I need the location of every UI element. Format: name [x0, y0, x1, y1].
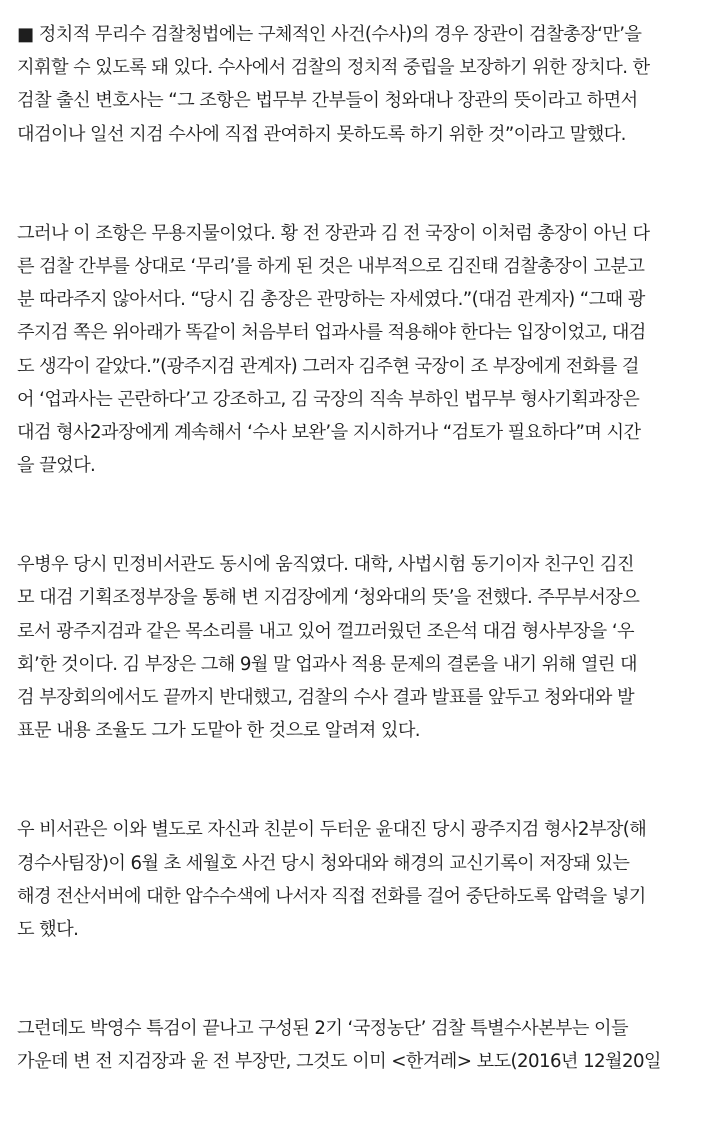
text-line: ■ 정치적 무리수 검찰청법에는 구체적인 사건(수사)의 경우 장관이 검찰총장‘만’을 [17, 24, 642, 45]
text-line: 른 검찰 간부를 상대로 ‘무리’를 하게 된 것은 내부적으로 김진태 검찰총장이 고분고 [17, 255, 645, 277]
text-line: 모 대검 기획조정부장을 통해 변 지검장에게 ‘청와대의 뜻’을 전했다. 주무부서장으 [17, 587, 640, 609]
text-line: 도 했다. [17, 918, 79, 940]
paragraph-4 [17, 813, 703, 946]
paragraph-5 [17, 1012, 703, 1078]
text-line: 대검이나 일선 지검 수사에 직접 관여하지 못하도록 하기 위한 것”이라고 말했다. [17, 123, 626, 145]
text-line: 경수사팀장)이 6월 초 세월호 사건 당시 청와대와 해경의 교신기록이 저장돼 있는 [17, 852, 630, 874]
text-line: 그런데도 박영수 특검이 끝나고 구성된 2기 ‘국정농단’ 검찰 특별수사본부는 이들 [17, 1018, 628, 1040]
paragraph-3 [17, 548, 703, 747]
text-line: 지휘할 수 있도록 돼 있다. 수사에서 검찰의 정치적 중립을 보장하기 위한 장치다. 한 [17, 57, 650, 79]
text-line: 표문 내용 조율도 그가 도맡아 한 것으로 알려져 있다. [17, 720, 420, 742]
text-line: 가운데 변 전 지검장과 윤 전 부장만, 그것도 이미 <한겨레> 보도(2016년 12월20일 [17, 1051, 661, 1073]
text-line: 해경 전산서버에 대한 압수수색에 나서자 직접 전화를 걸어 중단하도록 압력을 넣기 [17, 885, 646, 907]
text-line: 검찰 출신 변호사는 “그 조항은 법무부 간부들이 청와대나 장관의 뜻이라고 하면서 [17, 90, 638, 112]
text-line: 대검 형사2과장에게 계속해서 ‘수사 보완’을 지시하거나 “검토가 필요하다”며 시간 [17, 421, 641, 443]
text-line: 분 따라주지 않아서다. “당시 김 총장은 관망하는 자세였다.”(대검 관계자) “그때 광 [17, 289, 645, 311]
text-line: 우병우 당시 민정비서관도 동시에 움직였다. 대학, 사법시험 동기이자 친구인 김진 [17, 554, 634, 576]
text-line: 주지검 쪽은 위아래가 똑같이 처음부터 업과사를 적용해야 한다는 입장이었고, 대검 [17, 322, 646, 344]
text-line: 로서 광주지검과 같은 목소리를 내고 있어 껄끄러웠던 조은석 대검 형사부장을 ‘우 [17, 620, 634, 642]
text-line: 그러나 이 조항은 무용지물이었다. 황 전 장관과 김 전 국장이 이처럼 총장이 아닌 다 [17, 222, 650, 244]
text-line: 우 비서관은 이와 별도로 자신과 친분이 두터운 윤대진 당시 광주지검 형사2부장(해 [17, 819, 647, 841]
article-body [17, 18, 703, 1145]
text-line: 회’한 것이다. 김 부장은 그해 9월 말 업과사 적용 문제의 결론을 내기 위해 열린 대 [17, 653, 637, 675]
text-line: 어 ‘업과사는 곤란하다’고 강조하고, 김 국장의 직속 부하인 법무부 형사기획과장은 [17, 388, 640, 410]
paragraph-1 [17, 18, 703, 151]
text-line: 검 부장회의에서도 끝까지 반대했고, 검찰의 수사 결과 발표를 앞두고 청와대와 발 [17, 687, 634, 708]
text-line: 도 생각이 같았다.”(광주지검 관계자) 그러자 김주현 국장이 조 부장에게 전화를 걸 [17, 355, 639, 377]
paragraph-2 [17, 217, 703, 483]
text-line: 을 끌었다. [17, 455, 96, 477]
